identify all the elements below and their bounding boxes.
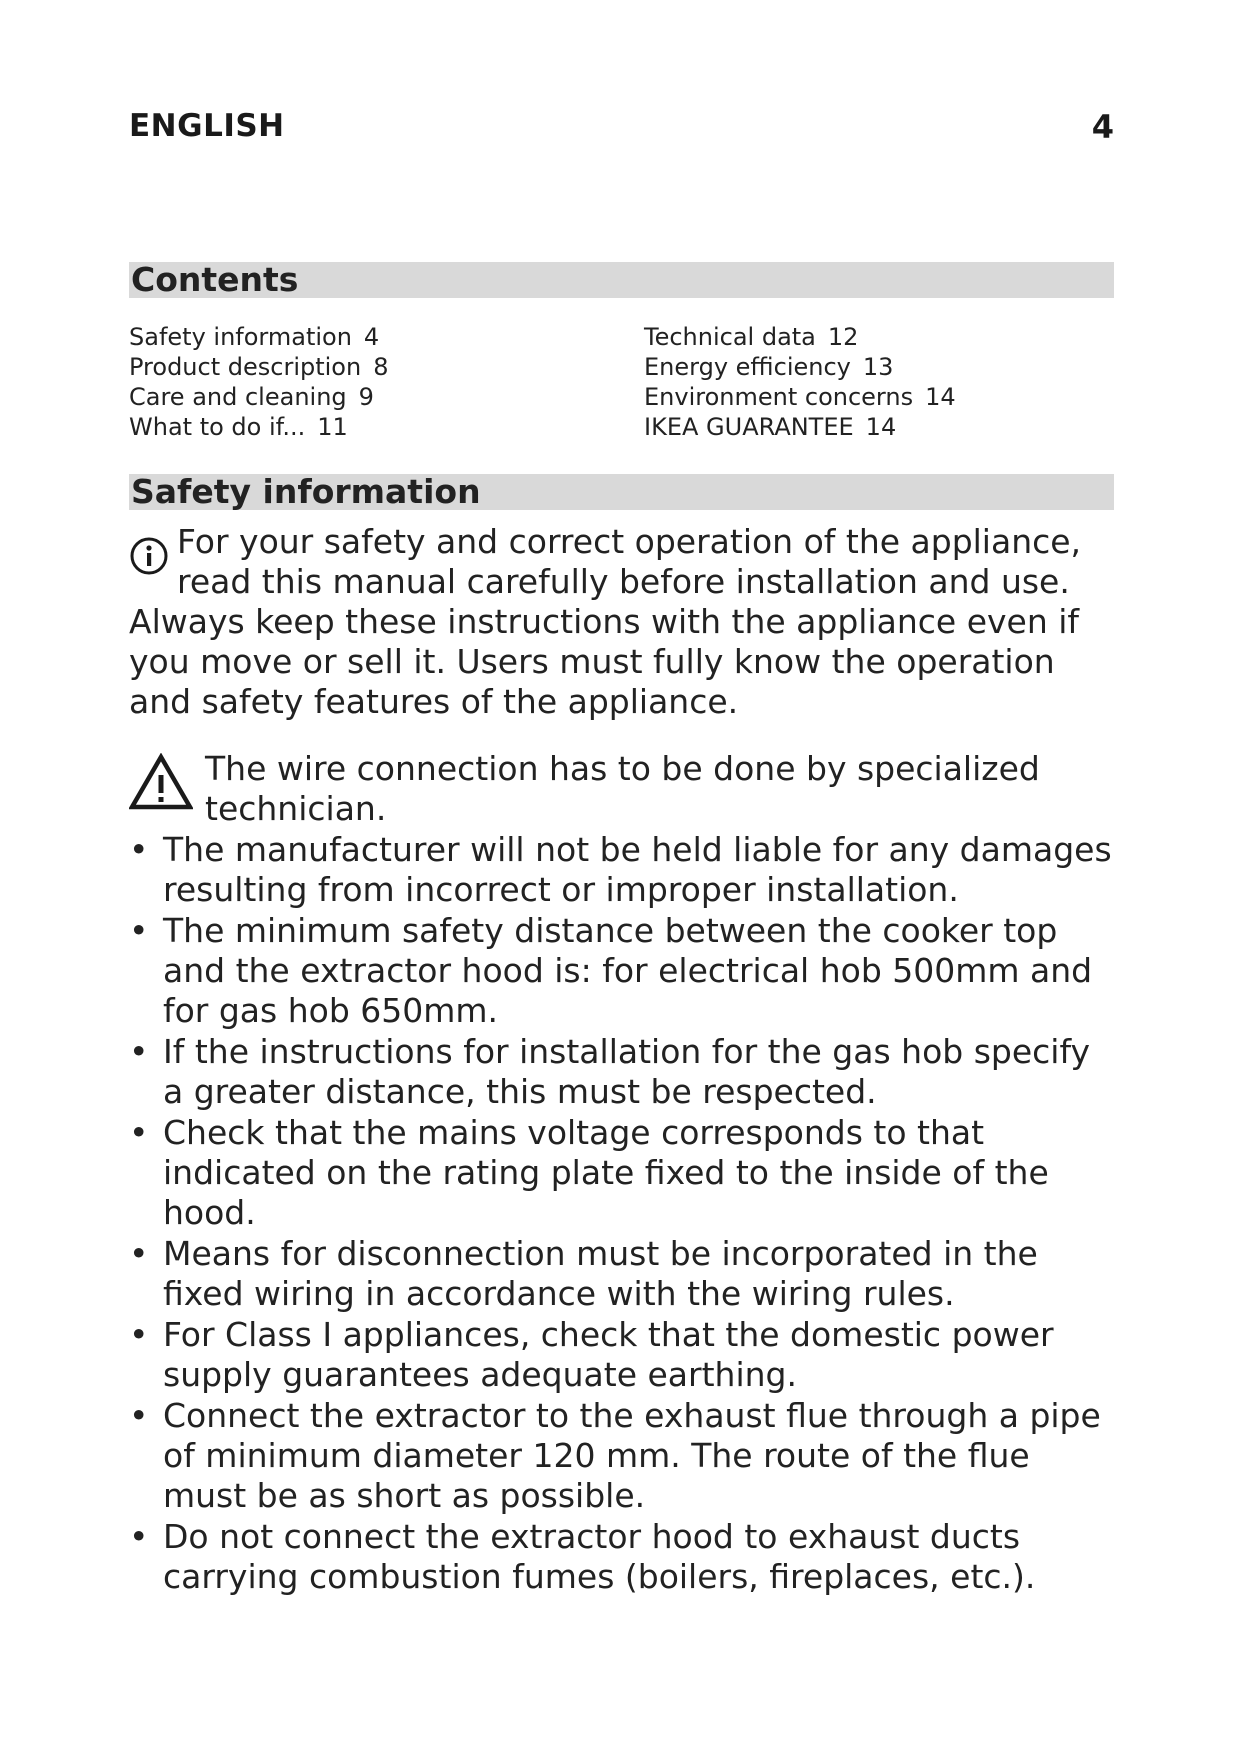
bullet-icon: • [129, 911, 149, 950]
warning-line: The wire connection has to be done by specialized [205, 749, 1040, 788]
contents-heading: Contents [131, 260, 299, 299]
bullet-icon: • [129, 1396, 149, 1435]
intro-line: Always keep these instructions with the appliance even if [129, 602, 1080, 641]
toc-item-label: Care and cleaning [129, 383, 347, 411]
safety-bullet-list [129, 830, 1119, 1598]
list-item [129, 1032, 1119, 1112]
toc-item[interactable] [644, 412, 956, 442]
warning-icon [129, 753, 193, 811]
toc-item-label: IKEA GUARANTEE [644, 413, 854, 441]
toc-item-page: 4 [363, 323, 380, 351]
bullet-text: The manufacturer will not be held liable for any damages resulting from incorrect or improper installation. [163, 830, 1112, 909]
toc-item[interactable] [644, 352, 956, 382]
wire-connection-warning [129, 749, 1119, 829]
toc-item[interactable] [129, 382, 388, 412]
intro-line: and safety features of the appliance. [129, 682, 739, 721]
list-item [129, 911, 1119, 1031]
toc-item-label: Technical data [644, 323, 816, 351]
intro-line: you move or sell it. Users must fully know the operation [129, 642, 1055, 681]
bullet-icon: • [129, 1517, 149, 1556]
intro-line: For your safety and correct operation of the appliance, [177, 522, 1082, 561]
toc-item-label: Safety information [129, 323, 352, 351]
toc-item-page: 13 [862, 353, 894, 381]
safety-heading: Safety information [131, 472, 481, 511]
list-item [129, 1113, 1119, 1233]
bullet-text: Means for disconnection must be incorporated in the fixed wiring in accordance with the wiring rules. [163, 1234, 1038, 1313]
toc-item[interactable] [644, 322, 956, 352]
toc-item-page: 9 [358, 383, 374, 411]
toc-item-page: 12 [827, 323, 859, 351]
toc-item-label: Environment concerns [644, 383, 914, 411]
toc-item[interactable] [129, 412, 388, 442]
toc-left-column [129, 322, 388, 442]
safety-intro [129, 522, 1119, 722]
warning-line: technician. [205, 789, 387, 828]
toc-item[interactable] [129, 352, 388, 382]
bullet-text: The minimum safety distance between the cooker top and the extractor hood is: for electrical hob 500mm and for gas hob 650mm. [163, 911, 1093, 1030]
toc-right-column [644, 322, 956, 442]
toc-item[interactable] [644, 382, 956, 412]
bullet-text: For Class I appliances, check that the domestic power supply guarantees adequate earthing. [163, 1315, 1054, 1394]
info-icon [129, 536, 169, 576]
toc-item-label: Energy efficiency [644, 353, 851, 381]
intro-line: read this manual carefully before installation and use. [177, 562, 1070, 601]
toc-item-page: 11 [317, 413, 348, 441]
page-header [129, 108, 1114, 150]
safety-heading-bar [129, 474, 1114, 510]
toc-item-page: 14 [865, 413, 897, 441]
contents-heading-bar [129, 262, 1114, 298]
bullet-icon: • [129, 1315, 149, 1354]
bullet-text: Connect the extractor to the exhaust flue through a pipe of minimum diameter 120 mm. The route of the flue must be as short as possible. [163, 1396, 1101, 1515]
bullet-icon: • [129, 1113, 149, 1152]
bullet-text: If the instructions for installation for the gas hob specify a greater distance, this must be respected. [163, 1032, 1091, 1111]
toc-item-page: 8 [373, 353, 389, 381]
bullet-text: Do not connect the extractor hood to exhaust ducts carrying combustion fumes (boilers, fireplaces, etc.). [163, 1517, 1036, 1596]
list-item [129, 1517, 1119, 1597]
bullet-text: Check that the mains voltage corresponds to that indicated on the rating plate fixed to the inside of the hood. [163, 1113, 1049, 1232]
list-item [129, 1234, 1119, 1314]
toc-item-label: Product description [129, 353, 362, 381]
bullet-icon: • [129, 830, 149, 869]
list-item [129, 1396, 1119, 1516]
list-item [129, 830, 1119, 910]
page-number: 4 [1091, 108, 1114, 146]
bullet-icon: • [129, 1234, 149, 1273]
language-label: ENGLISH [129, 108, 285, 144]
toc-item-label: What to do if... [129, 413, 306, 441]
toc-item[interactable] [129, 322, 388, 352]
bullet-icon: • [129, 1032, 149, 1071]
toc-item-page: 14 [925, 383, 956, 411]
list-item [129, 1315, 1119, 1395]
